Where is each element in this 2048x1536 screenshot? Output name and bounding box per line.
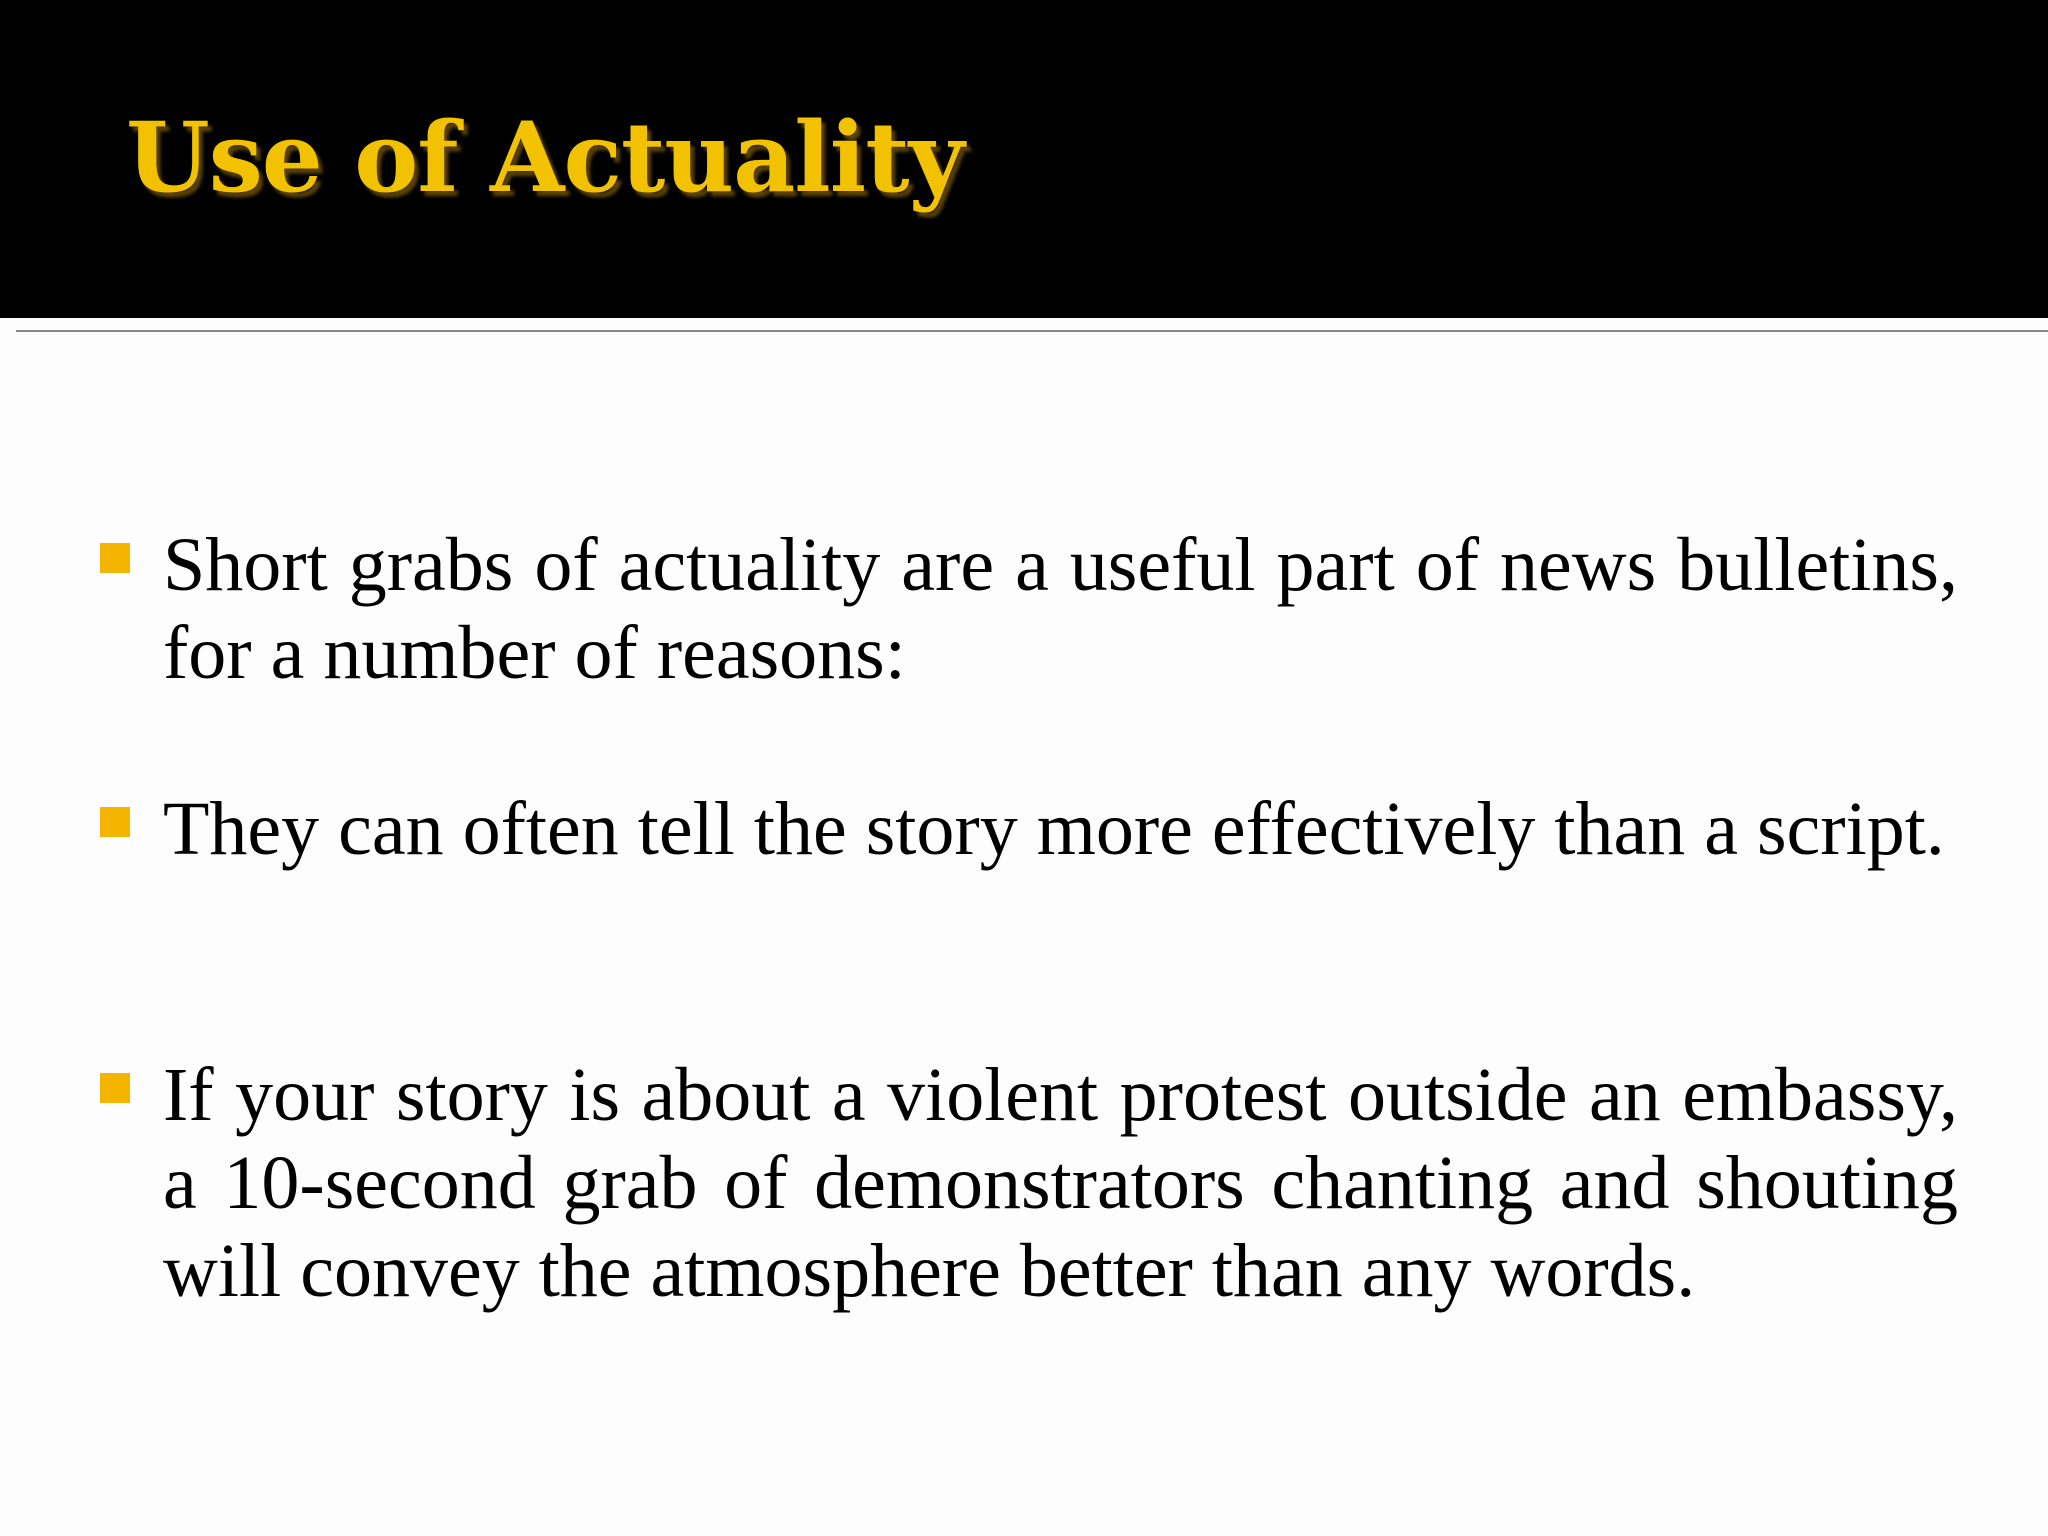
bullet-text: They can often tell the story more effectively than a script.	[163, 787, 1945, 871]
square-bullet-icon	[100, 1073, 130, 1103]
slide-title: Use of Actuality	[126, 101, 964, 214]
bullet-text: If your story is about a violent protest outside an embassy, a 10-second grab of demonstrators chanting and shouting will convey the atmosphere better than any words.	[163, 1053, 1958, 1313]
bullet-text: Short grabs of actuality are a useful part of news bulletins, for a number of reasons:	[163, 523, 1958, 695]
square-bullet-icon	[100, 543, 130, 573]
square-bullet-icon	[100, 807, 130, 837]
